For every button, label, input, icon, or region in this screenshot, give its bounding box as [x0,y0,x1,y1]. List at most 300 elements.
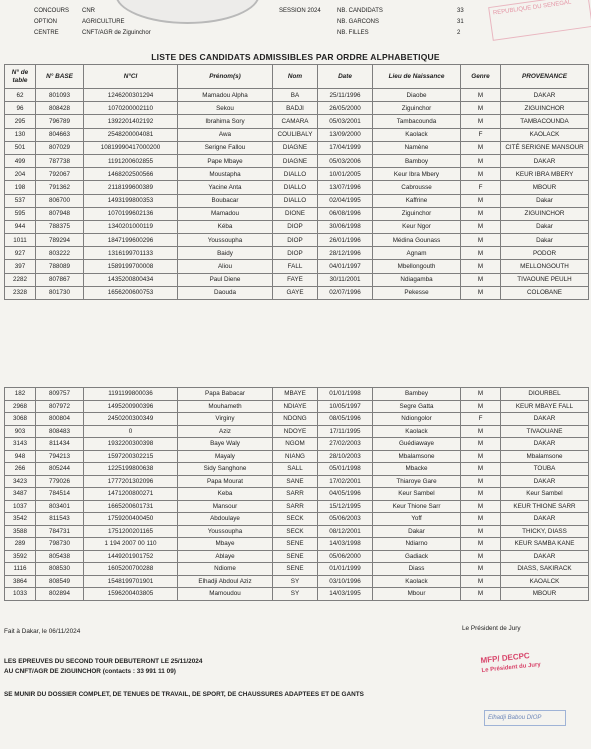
table-cell: 1493199800353 [84,194,178,207]
table-cell: 803401 [36,500,84,513]
table-cell: M [461,575,501,588]
table-cell: 789294 [36,234,84,247]
table-cell: BA [273,89,318,102]
table-cell: M [461,563,501,576]
table-cell: Keur Ngor [373,220,461,233]
count-key: NB. FILLES [337,30,369,36]
table-cell: M [461,260,501,273]
table-cell: 948 [5,450,36,463]
table-row [5,286,589,299]
table-row [5,438,589,451]
table-cell: SECK [273,513,318,526]
table-cell: 17/02/2001 [318,475,373,488]
table-cell: Keur Thione Sarr [373,500,461,513]
table-cell: 1191199800036 [84,388,178,401]
table-cell: Baidy [178,247,273,260]
table-cell: DIAGNE [273,154,318,167]
table-cell: 3592 [5,550,36,563]
table-cell: 927 [5,247,36,260]
table-cell: Guédiawaye [373,438,461,451]
table-cell: F [461,181,501,194]
table-cell: F [461,128,501,141]
table-row [5,450,589,463]
table-cell: 791362 [36,181,84,194]
table-cell: 62 [5,89,36,102]
table-cell: 05/06/2003 [318,513,373,526]
table-cell: 903 [5,425,36,438]
table-cell: Ibrahima Sory [178,115,273,128]
table-cell: Ndiome [178,563,273,576]
column-header: Genre [461,65,501,89]
table-cell: 26/05/2000 [318,102,373,115]
table-cell: NDONG [273,413,318,426]
candidates-table-part2 [4,387,589,601]
column-header: Nom [273,65,318,89]
table-cell: KAOALCK [501,575,589,588]
table-cell: Mamoudou [178,588,273,601]
equipment-notice: SE MUNIR DU DOSSIER COMPLET, DE TENUES DE TRAVAIL, DE SPORT, DE CHAUSSURES ADAPTEES ET DE GANTS [4,691,364,698]
table-cell: Keur Sambel [373,488,461,501]
table-cell: Cabrousse [373,181,461,194]
table-cell: 204 [5,168,36,181]
table-cell: M [461,525,501,538]
header-key: CENTRE [34,30,59,36]
table-cell: 501 [5,141,36,154]
count-row [337,28,477,39]
table-cell: Mbalamsone [373,450,461,463]
table-cell: 1471200800271 [84,488,178,501]
table-cell: 2118199600389 [84,181,178,194]
table-cell: 801093 [36,89,84,102]
table-cell: 1449201901752 [84,550,178,563]
table-cell: SANE [273,475,318,488]
table-cell: Ndiagamba [373,273,461,286]
table-row [5,115,589,128]
table-cell: 807029 [36,141,84,154]
table-cell: 198 [5,181,36,194]
table-cell: DAKAR [501,154,589,167]
table-cell: 595 [5,207,36,220]
table-cell: 13/07/1996 [318,181,373,194]
table-row [5,413,589,426]
table-cell: 784731 [36,525,84,538]
table-cell: CAMARA [273,115,318,128]
table-cell: Yoff [373,513,461,526]
header-row-centre [34,28,222,39]
table-row [5,550,589,563]
table-cell: KEUR IBRA MBERY [501,168,589,181]
table-cell: 1656200600753 [84,286,178,299]
table-cell: 26/01/1996 [318,234,373,247]
table-cell: 803222 [36,247,84,260]
table-cell: 182 [5,388,36,401]
table-cell: M [461,513,501,526]
table-cell: 1246200301294 [84,89,178,102]
table-cell: 809757 [36,388,84,401]
table-cell: THICKY, DIASS [501,525,589,538]
table-row [5,575,589,588]
table-cell: 811543 [36,513,84,526]
table-cell: 0 [84,425,178,438]
table-cell: 944 [5,220,36,233]
signature-box: Elhadji Babou DIOP [484,710,566,726]
table-cell: 798730 [36,538,84,551]
header-key: OPTION [34,19,58,25]
table-cell: 04/01/1997 [318,260,373,273]
table-cell: 1605200700288 [84,563,178,576]
table-cell: 266 [5,463,36,476]
table-cell: 08/12/2001 [318,525,373,538]
header-info [34,6,222,39]
table-cell: SENE [273,550,318,563]
table-row [5,141,589,154]
table-cell: 3588 [5,525,36,538]
header-row-option [34,17,222,28]
table-cell: M [461,154,501,167]
table-cell: M [461,247,501,260]
table-cell: Moustapha [178,168,273,181]
table-row [5,488,589,501]
table-cell: M [461,273,501,286]
table-row [5,102,589,115]
table-cell: Gadiack [373,550,461,563]
table-cell: PODOR [501,247,589,260]
header-key: CONCOURS [34,8,70,14]
table-cell: 808530 [36,563,84,576]
table-cell: 788089 [36,260,84,273]
table-cell: M [461,538,501,551]
table-cell: M [461,475,501,488]
table-cell: F [461,413,501,426]
count-key: NB. CANDIDATS [337,8,383,14]
table-cell: ZIGUINCHOR [501,207,589,220]
table-cell: M [461,463,501,476]
table-cell: Kaffrine [373,194,461,207]
table-cell: 2328 [5,286,36,299]
table-cell: 2450200300349 [84,413,178,426]
notice-line: LES EPREUVES DU SECOND TOUR DEBUTERONT LE 25/11/2024 [4,658,203,665]
table-cell: 05/01/1998 [318,463,373,476]
table-cell: M [461,168,501,181]
table-cell: Keur Sambel [501,488,589,501]
header-value: CNR [82,8,95,14]
table-cell: 14/03/1995 [318,588,373,601]
table-cell: Dakar [373,525,461,538]
table-cell: Segre Gatta [373,400,461,413]
table-cell: 1392201402192 [84,115,178,128]
table-cell: 807948 [36,207,84,220]
table-cell: TIVAOUNE PEULH [501,273,589,286]
table-cell: 08/05/1996 [318,413,373,426]
table-cell: M [461,388,501,401]
table-cell: SY [273,588,318,601]
table-cell: 1225199800638 [84,463,178,476]
table-cell: 28/12/1996 [318,247,373,260]
table-cell: 1070199602136 [84,207,178,220]
table-cell: 3542 [5,513,36,526]
table-cell: 784514 [36,488,84,501]
table-cell: NDIAYE [273,400,318,413]
table-cell: M [461,400,501,413]
table-cell: NGOM [273,438,318,451]
table-cell: DIASS, SAKIRACK [501,563,589,576]
table-cell: Mouhameth [178,400,273,413]
table-cell: Ndiongolor [373,413,461,426]
table-cell: DAKAR [501,413,589,426]
table-row [5,273,589,286]
table-cell: DIOP [273,247,318,260]
table-cell: 779026 [36,475,84,488]
table-cell: M [461,234,501,247]
table-cell: Namène [373,141,461,154]
table-cell: Diass [373,563,461,576]
table-cell: 1070200002110 [84,102,178,115]
table-cell: 14/03/1998 [318,538,373,551]
table-cell: 788375 [36,220,84,233]
table-cell: DAKAR [501,438,589,451]
table-cell: Elhadji Abdoul Aziz [178,575,273,588]
table-cell: 801730 [36,286,84,299]
stamp-line: MFP/ DECPC [480,650,531,666]
table-cell: Boubacar [178,194,273,207]
table-cell: M [461,115,501,128]
table-cell: KEUR THIONE SARR [501,500,589,513]
table-cell: 01/01/1999 [318,563,373,576]
table-cell: Youssoupha [178,234,273,247]
table-cell: Virginy [178,413,273,426]
table-row [5,538,589,551]
table-cell: DIALLO [273,181,318,194]
table-cell: SY [273,575,318,588]
table-cell: Mbour [373,588,461,601]
table-cell: MELLONGOUTH [501,260,589,273]
column-header: N° de table [5,65,36,89]
column-header: PROVENANCE [501,65,589,89]
table-cell: Diaobe [373,89,461,102]
table-row [5,154,589,167]
table-cell: 13/09/2000 [318,128,373,141]
count-value: 31 [457,19,464,25]
table-cell: M [461,102,501,115]
table-cell: NIANG [273,450,318,463]
session-label: SESSION 2024 [279,8,321,14]
table-cell: Mbalamsone [501,450,589,463]
header-value: CNFT/AGR de Ziguinchor [82,30,151,36]
table-cell: Ndiarno [373,538,461,551]
table-cell: M [461,207,501,220]
table-cell: 1468202500566 [84,168,178,181]
exam-notice [4,657,202,677]
table-cell: KEUR SAMBA KANE [501,538,589,551]
table-cell: 1340201000119 [84,220,178,233]
column-header: N° BASE [36,65,84,89]
table-cell: 02/07/1996 [318,286,373,299]
table-row [5,500,589,513]
table-row [5,234,589,247]
table-cell: 96 [5,102,36,115]
table-cell: 30/06/1998 [318,220,373,233]
candidate-counts [337,6,477,39]
table-cell: M [461,141,501,154]
table-cell: M [461,588,501,601]
table-cell: MBAYE [273,388,318,401]
table-cell: Aziz [178,425,273,438]
table-cell: NDOYE [273,425,318,438]
table-cell: 807972 [36,400,84,413]
table-cell: 804663 [36,128,84,141]
table-cell: 05/03/2006 [318,154,373,167]
table-cell: DIOURBEL [501,388,589,401]
table-cell: 1316199701133 [84,247,178,260]
table-cell: DAKAR [501,513,589,526]
table-cell: M [461,438,501,451]
table-cell: Yacine Anta [178,181,273,194]
table-cell: 811434 [36,438,84,451]
count-value: 2 [457,30,461,36]
table-cell: Dakar [501,234,589,247]
table-cell: TOUBA [501,463,589,476]
table-cell: 02/04/1995 [318,194,373,207]
table-cell: COLOBANE [501,286,589,299]
table-cell: CITÉ SERIGNE MANSOUR [501,141,589,154]
table-cell: 537 [5,194,36,207]
table-cell: 1759200400450 [84,513,178,526]
table-cell: Thiaroye Gare [373,475,461,488]
table-cell: DAKAR [501,475,589,488]
table-row [5,425,589,438]
table-cell: Mamadou [178,207,273,220]
table-cell: M [461,450,501,463]
table-cell: DIALLO [273,168,318,181]
table-cell: 1495200900396 [84,400,178,413]
table-cell: Mamadou Alpha [178,89,273,102]
table-cell: 3864 [5,575,36,588]
table-cell: 1751200201165 [84,525,178,538]
stamp-line: Le Président du Jury [481,661,542,675]
table-cell: 802894 [36,588,84,601]
president-label: Le Président de Jury [462,625,521,632]
table-cell: Tambacounda [373,115,461,128]
table-cell: 792067 [36,168,84,181]
table-cell: Mbaye [178,538,273,551]
table-row [5,168,589,181]
table-cell: Papa Babacar [178,388,273,401]
table-cell: M [461,89,501,102]
table-cell: 807867 [36,273,84,286]
table-cell: MBOUR [501,588,589,601]
table-cell: 03/10/1996 [318,575,373,588]
table-cell: 1037 [5,500,36,513]
table-cell: KAOLACK [501,128,589,141]
table-row [5,207,589,220]
table-cell: 1596200403805 [84,588,178,601]
table-cell: Paul Diene [178,273,273,286]
table-cell: Daouda [178,286,273,299]
table-row [5,89,589,102]
table-cell: 05/06/2000 [318,550,373,563]
table-row [5,194,589,207]
table-row [5,220,589,233]
corner-stamp: REPUBLIQUE DU SENEGAL [488,0,591,41]
table-row [5,475,589,488]
table-cell: Bambey [373,388,461,401]
table-cell: Ablaye [178,550,273,563]
table-cell: Pekesse [373,286,461,299]
table-cell: 130 [5,128,36,141]
table-cell: M [461,286,501,299]
table-cell: 295 [5,115,36,128]
table-cell: 1548199701901 [84,575,178,588]
table-cell: 806700 [36,194,84,207]
table-cell: KEUR MBAYE FALL [501,400,589,413]
table-cell: Baye Waly [178,438,273,451]
column-header: Date [318,65,373,89]
table-cell: Papa Mourat [178,475,273,488]
table-cell: 1435200800434 [84,273,178,286]
table-cell: MBOUR [501,181,589,194]
table-cell: 499 [5,154,36,167]
table-cell: 1116 [5,563,36,576]
table-cell: 10/05/1997 [318,400,373,413]
table-cell: 25/11/1996 [318,89,373,102]
table-row [5,400,589,413]
table-row [5,588,589,601]
table-cell: DIAGNE [273,141,318,154]
table-row [5,563,589,576]
table-cell: 28/10/2003 [318,450,373,463]
table-cell: Bamboy [373,154,461,167]
table-cell: 1011 [5,234,36,247]
table-cell: Serigne Fallou [178,141,273,154]
table-cell: Dakar [501,220,589,233]
table-cell: DIOP [273,234,318,247]
table-cell: 805244 [36,463,84,476]
table-cell: Mansour [178,500,273,513]
jury-stamp [480,649,541,677]
table-cell: Youssoupha [178,525,273,538]
table-cell: 06/08/1996 [318,207,373,220]
issue-date: Fait à Dakar, le 06/11/2024 [4,628,81,635]
table-cell: M [461,488,501,501]
table-cell: 30/11/2001 [318,273,373,286]
table-cell: 10/01/2005 [318,168,373,181]
table-cell: M [461,550,501,563]
table-cell: SARR [273,500,318,513]
table-cell: BADJI [273,102,318,115]
candidates-table-part1 [4,64,589,300]
table-cell: 2548200004081 [84,128,178,141]
table-cell: Ziguinchor [373,102,461,115]
table-cell: 01/01/1998 [318,388,373,401]
table-cell: 808549 [36,575,84,588]
table-cell: 1033 [5,588,36,601]
table-cell: 1932200300398 [84,438,178,451]
table-cell: 397 [5,260,36,273]
table-cell: Kaolack [373,425,461,438]
table-row [5,463,589,476]
table-cell: DIOP [273,220,318,233]
table-cell: 796789 [36,115,84,128]
table-cell: Kaolack [373,128,461,141]
table-cell: 1191200602855 [84,154,178,167]
table-row [5,260,589,273]
table-cell: Keba [178,488,273,501]
table-row [5,128,589,141]
table-cell: 289 [5,538,36,551]
table-cell: 17/04/1999 [318,141,373,154]
column-header: Prénom(s) [178,65,273,89]
table-cell: 2282 [5,273,36,286]
